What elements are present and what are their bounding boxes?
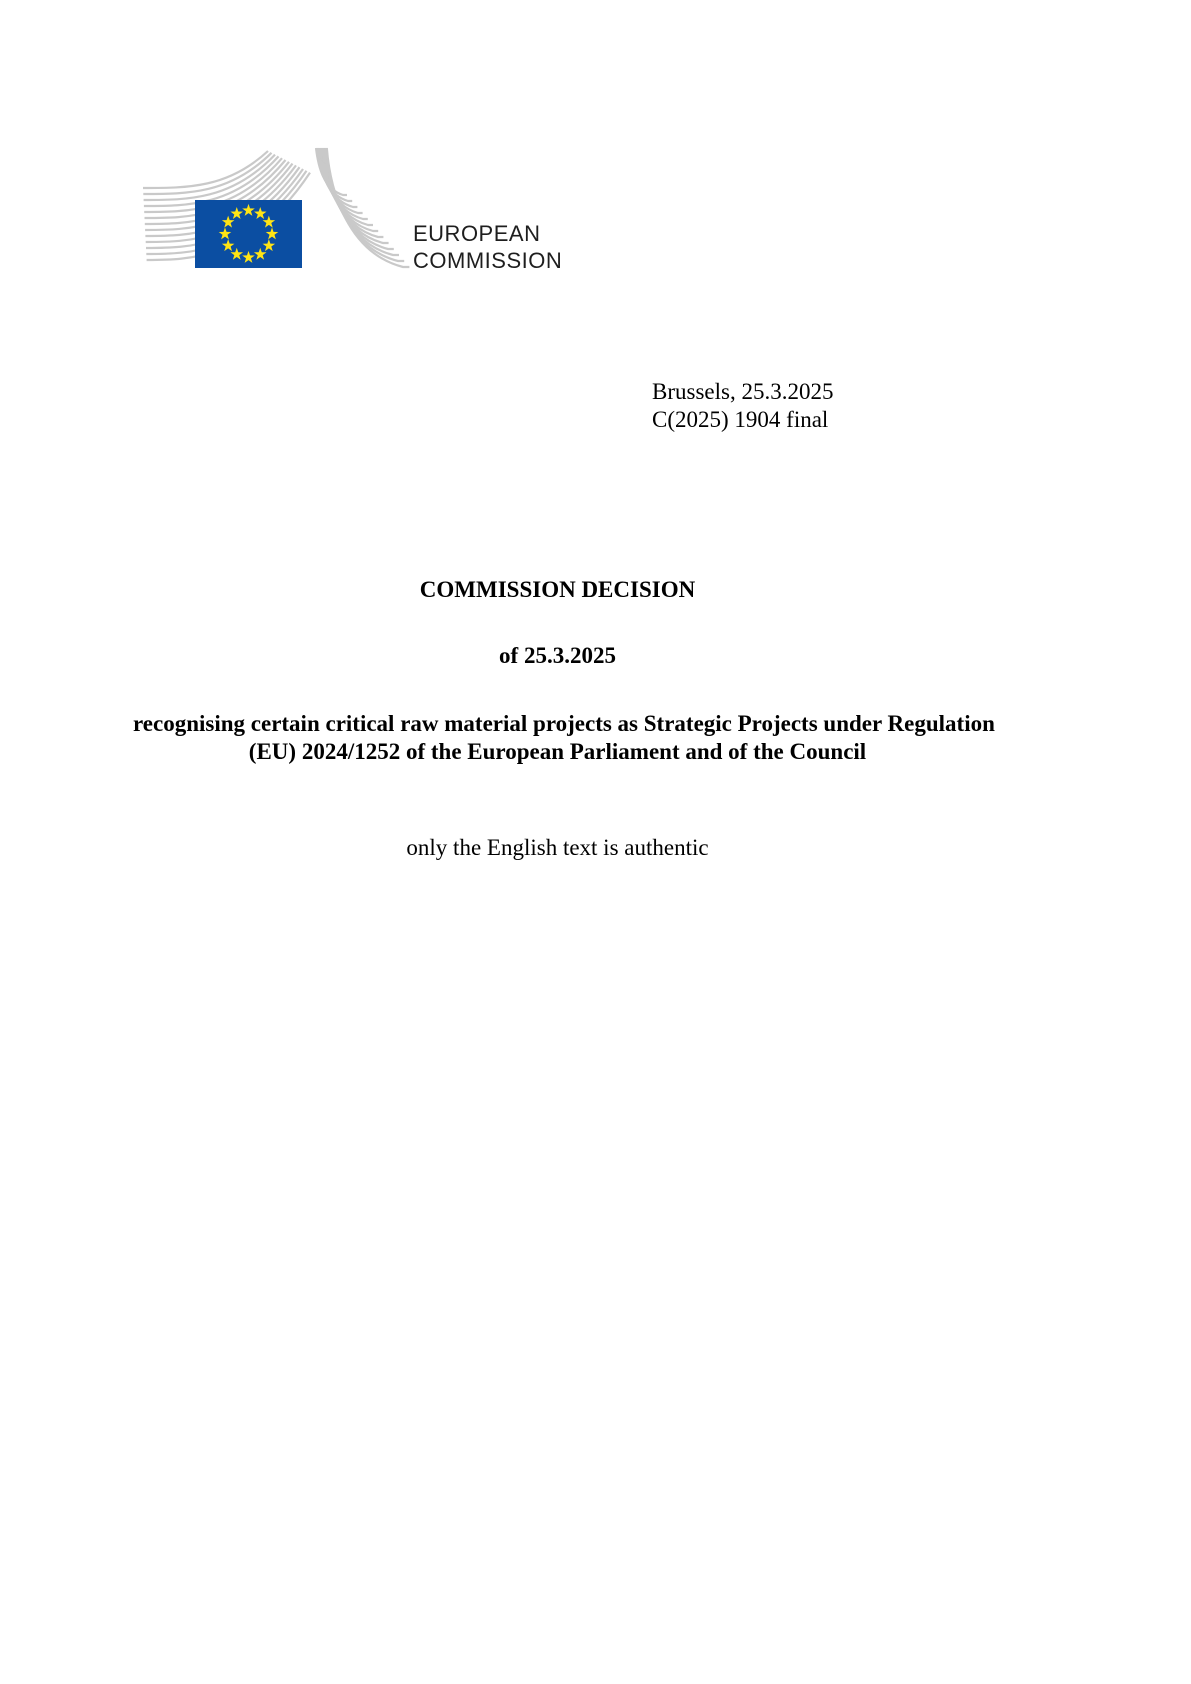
decision-subject-line2: (EU) 2024/1252 of the European Parliament and of the Council (248, 739, 867, 764)
document-meta (652, 378, 833, 434)
place-date-line: Brussels, 25.3.2025 (652, 379, 834, 404)
logo-wordmark-line1: EUROPEAN (413, 221, 541, 246)
language-authenticity-note: only the English text is authentic (406, 835, 709, 860)
document-number-line: C(2025) 1904 final (652, 407, 829, 432)
ec-logo-header (133, 137, 563, 277)
european-commission-logo (133, 137, 418, 272)
document-type-heading: COMMISSION DECISION (419, 577, 696, 602)
logo-wordmark-line2: COMMISSION (413, 248, 563, 273)
decision-subject-heading (133, 710, 995, 766)
decision-date-heading: of 25.3.2025 (499, 643, 616, 668)
decision-subject-line1: recognising certain critical raw material projects as Strategic Projects under Regulation (133, 711, 995, 736)
logo-right-curves-icon (316, 148, 409, 267)
logo-wordmark (413, 220, 562, 274)
